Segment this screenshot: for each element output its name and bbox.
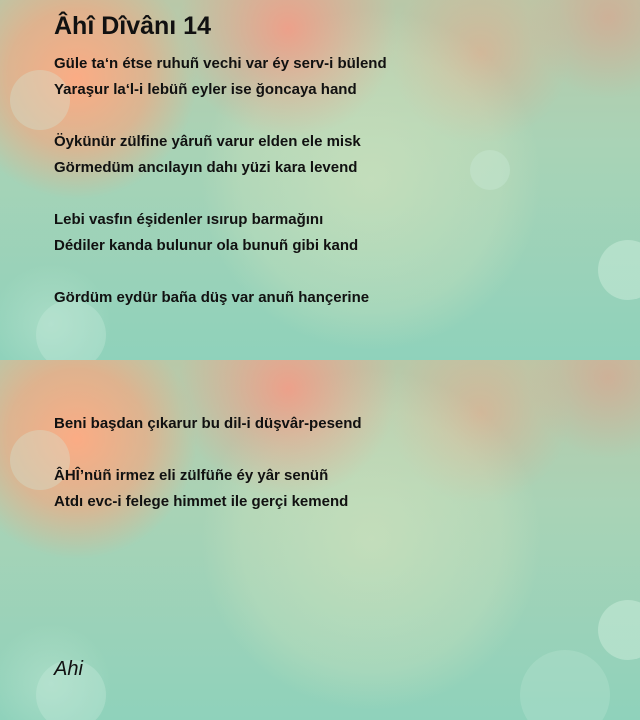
poem-card-bottom bbox=[0, 360, 640, 720]
poem-line: Gördüm eydür baña düş var anuñ hançerine bbox=[54, 289, 370, 306]
poem-line: Görmedüm ancılayın dahı yüzi kara levend bbox=[54, 159, 358, 176]
stanza bbox=[54, 285, 369, 311]
bokeh-light bbox=[470, 150, 510, 190]
poem-line: Atdı evc-i felege himmet ile gerçi kemend bbox=[54, 493, 349, 510]
poem-line: Dédiler kanda bulunur ola bunuñ gibi kand bbox=[54, 237, 359, 254]
stanza bbox=[54, 411, 362, 437]
stanza bbox=[54, 129, 361, 181]
poem-line: Güle ta‘n étse ruhuñ vechi var éy serv-i bülend bbox=[54, 55, 387, 72]
poem-author: Ahi bbox=[54, 658, 83, 680]
bokeh-light bbox=[520, 650, 610, 720]
poem-line: Öykünür zülfine yâruñ varur elden ele misk bbox=[54, 133, 361, 150]
poem-line: Yaraşur la‘l-i lebüñ eyler ise ğoncaya hand bbox=[54, 81, 357, 98]
poem-title: Âhî Dîvânı 14 bbox=[54, 12, 211, 40]
poem-line: ÂHÎ’nüñ irmez eli zülfüñe éy yâr senüñ bbox=[54, 467, 329, 484]
bokeh-light bbox=[598, 600, 640, 660]
poem-line: Lebi vasfın éşidenler ısırup barmağını bbox=[54, 211, 324, 228]
stanza bbox=[54, 51, 387, 103]
stanza bbox=[54, 207, 358, 259]
poem-line: Beni başdan çıkarur bu dil-i düşvâr-pesend bbox=[54, 415, 362, 432]
stanza bbox=[54, 463, 348, 515]
bokeh-light bbox=[598, 240, 640, 300]
